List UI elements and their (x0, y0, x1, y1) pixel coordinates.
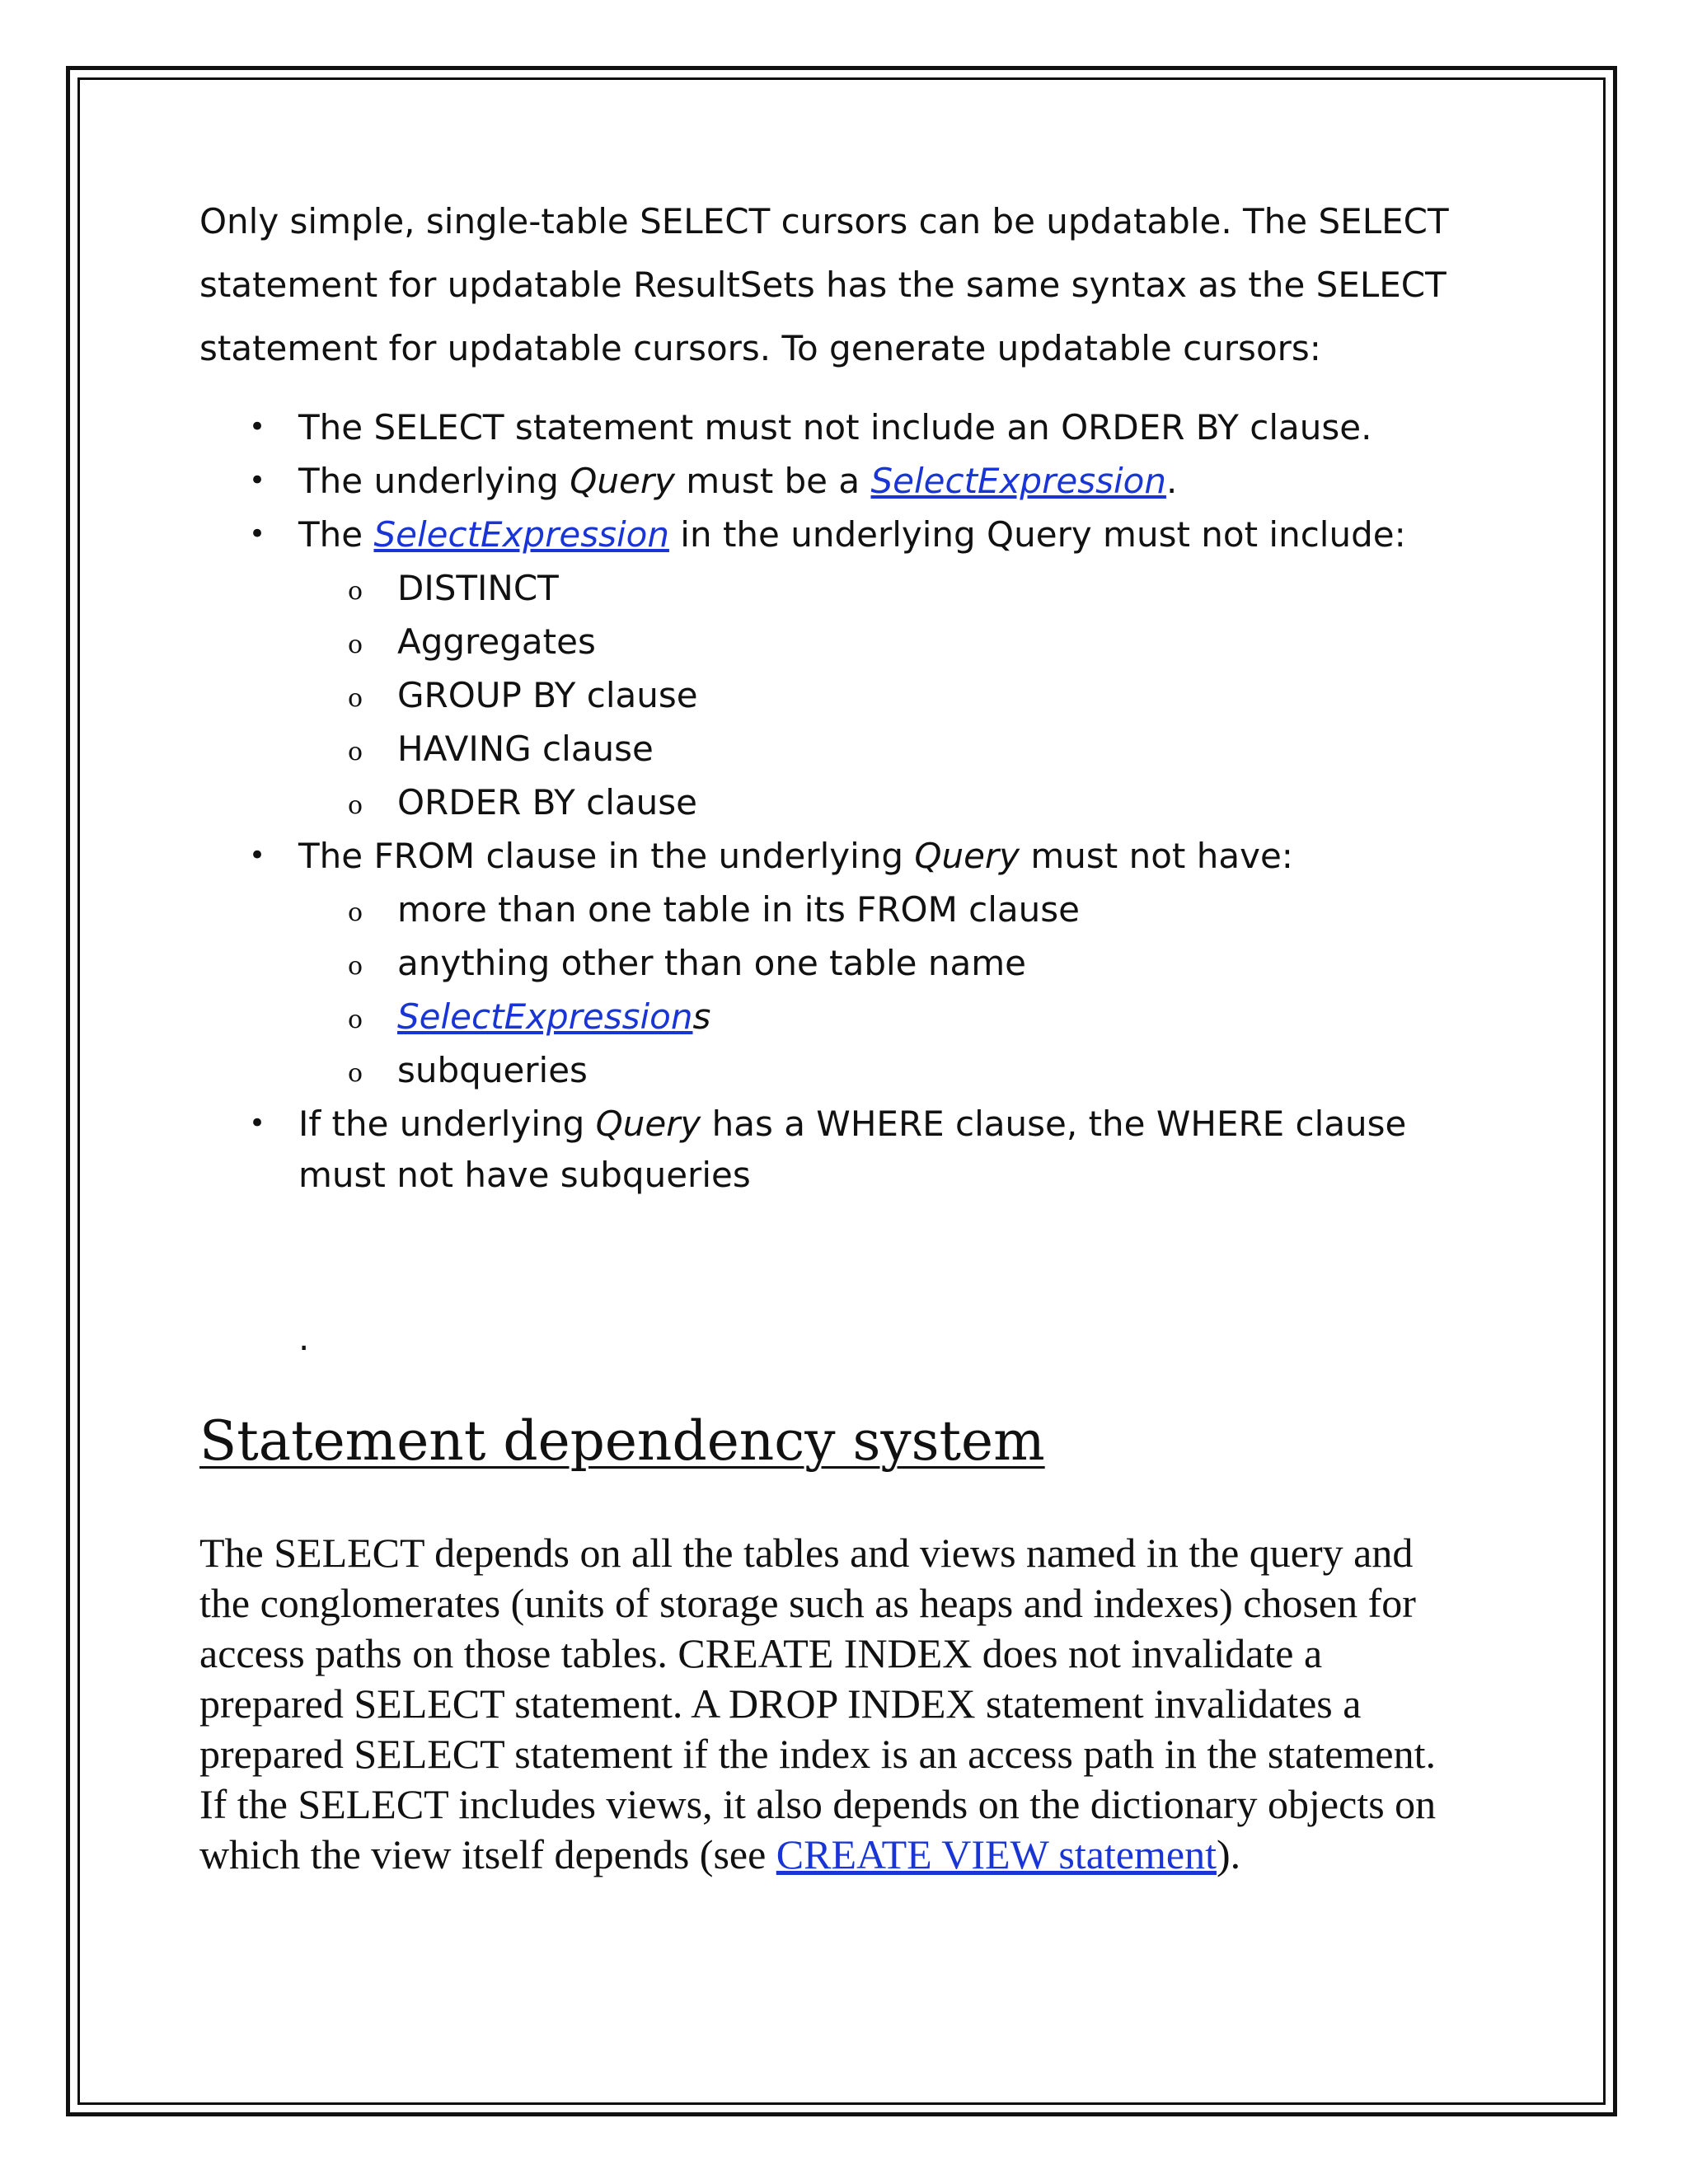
sub-bullet-icon: o (348, 791, 363, 820)
intro-paragraph: Only simple, single-table SELECT cursors can be updatable. The SELECT statement for updatable ResultSets has the same syntax as the SELECT statement for updatable cursors. To generate updatable cursors: (199, 201, 1449, 368)
plural-suffix: s (692, 996, 711, 1037)
sub-bullet-icon: o (348, 898, 363, 927)
sub-bullet-icon: o (348, 1005, 363, 1034)
page-content (199, 190, 1485, 1880)
bullet-icon: • (249, 839, 266, 872)
section-paragraph (199, 1528, 1469, 1880)
list-item (199, 829, 1485, 1097)
section-heading: Statement dependency system (199, 1409, 1045, 1473)
sub-list-item-text: ORDER BY clause (397, 782, 698, 823)
sub-list-item (199, 883, 1485, 936)
sub-list-item (199, 722, 1485, 776)
requirements-list (199, 401, 1485, 1200)
sub-bullet-icon: o (348, 684, 363, 713)
list-item-text-post: has a WHERE clause, the WHERE clause (701, 1104, 1407, 1144)
sub-list (298, 883, 1485, 1097)
sub-list-item (199, 776, 1485, 829)
query-term: Query (595, 1104, 701, 1144)
sub-list (298, 561, 1485, 829)
list-item-text-pre: If the underlying (298, 1104, 596, 1144)
sub-list-item-text: DISTINCT (397, 568, 559, 608)
sub-bullet-icon: o (348, 1059, 363, 1088)
sub-list-item (199, 990, 1485, 1043)
query-term: Query (570, 461, 675, 501)
stray-period: . (298, 1318, 310, 1358)
list-item-text-pre: The (298, 514, 374, 555)
list-item (199, 454, 1485, 508)
bullet-icon: • (249, 464, 266, 497)
sub-list-item-text: subqueries (397, 1050, 588, 1090)
list-item-text: The SELECT statement must not include an ORDER BY clause. (298, 407, 1372, 448)
list-item-text-pre: The FROM clause in the underlying (298, 836, 915, 876)
sub-bullet-icon: o (348, 577, 363, 606)
selectexpressions-link[interactable]: SelectExpression (397, 996, 693, 1037)
section-paragraph-tail: ). (1216, 1831, 1241, 1877)
sub-list-item-text: anything other than one table name (397, 943, 1026, 983)
list-item-text-post: must not have: (1020, 836, 1293, 876)
list-item (199, 401, 1485, 454)
sub-list-item (199, 1043, 1485, 1097)
sub-list-item-text: Aggregates (397, 621, 596, 662)
section-paragraph-text: The SELECT depends on all the tables and views named in the query and the conglomerates (units of storage such as heaps and indexes) chosen for access paths on those tables. CREATE INDEX does not invalidate a prepared SELECT statement. A DROP INDEX statement invalidates a prepared SELECT statement if the index is an access path in the statement. If the SELECT includes views, it also depends on the dictionary objects on which the view itself depends (see (199, 1530, 1437, 1877)
selectexpression-link[interactable]: SelectExpression (870, 461, 1166, 501)
sub-list-item (199, 615, 1485, 668)
create-view-statement-link[interactable]: CREATE VIEW statement (776, 1831, 1217, 1877)
query-term: Query (914, 836, 1020, 876)
list-item-text-pre: The underlying (298, 461, 570, 501)
list-item-text-post: in the underlying Query must not include: (668, 514, 1406, 555)
list-item (199, 1097, 1485, 1200)
list-item-text-post: . (1165, 461, 1178, 501)
sub-list-item-text: more than one table in its FROM clause (397, 889, 1081, 930)
sub-list-item-text: HAVING clause (397, 729, 654, 769)
sub-bullet-icon: o (348, 630, 363, 659)
list-item-continuation: must not have subqueries (298, 1155, 751, 1195)
sub-list-item (199, 561, 1485, 615)
bullet-icon: • (249, 1107, 266, 1140)
list-item (199, 508, 1485, 829)
list-item-text-mid: must be a (674, 461, 871, 501)
sub-list-item (199, 936, 1485, 990)
sub-list-item (199, 668, 1485, 722)
bullet-icon: • (249, 410, 266, 443)
sub-bullet-icon: o (348, 738, 363, 766)
sub-list-item-text: GROUP BY clause (397, 675, 698, 715)
bullet-icon: • (249, 518, 266, 551)
selectexpression-link[interactable]: SelectExpression (373, 514, 669, 555)
sub-bullet-icon: o (348, 952, 363, 981)
